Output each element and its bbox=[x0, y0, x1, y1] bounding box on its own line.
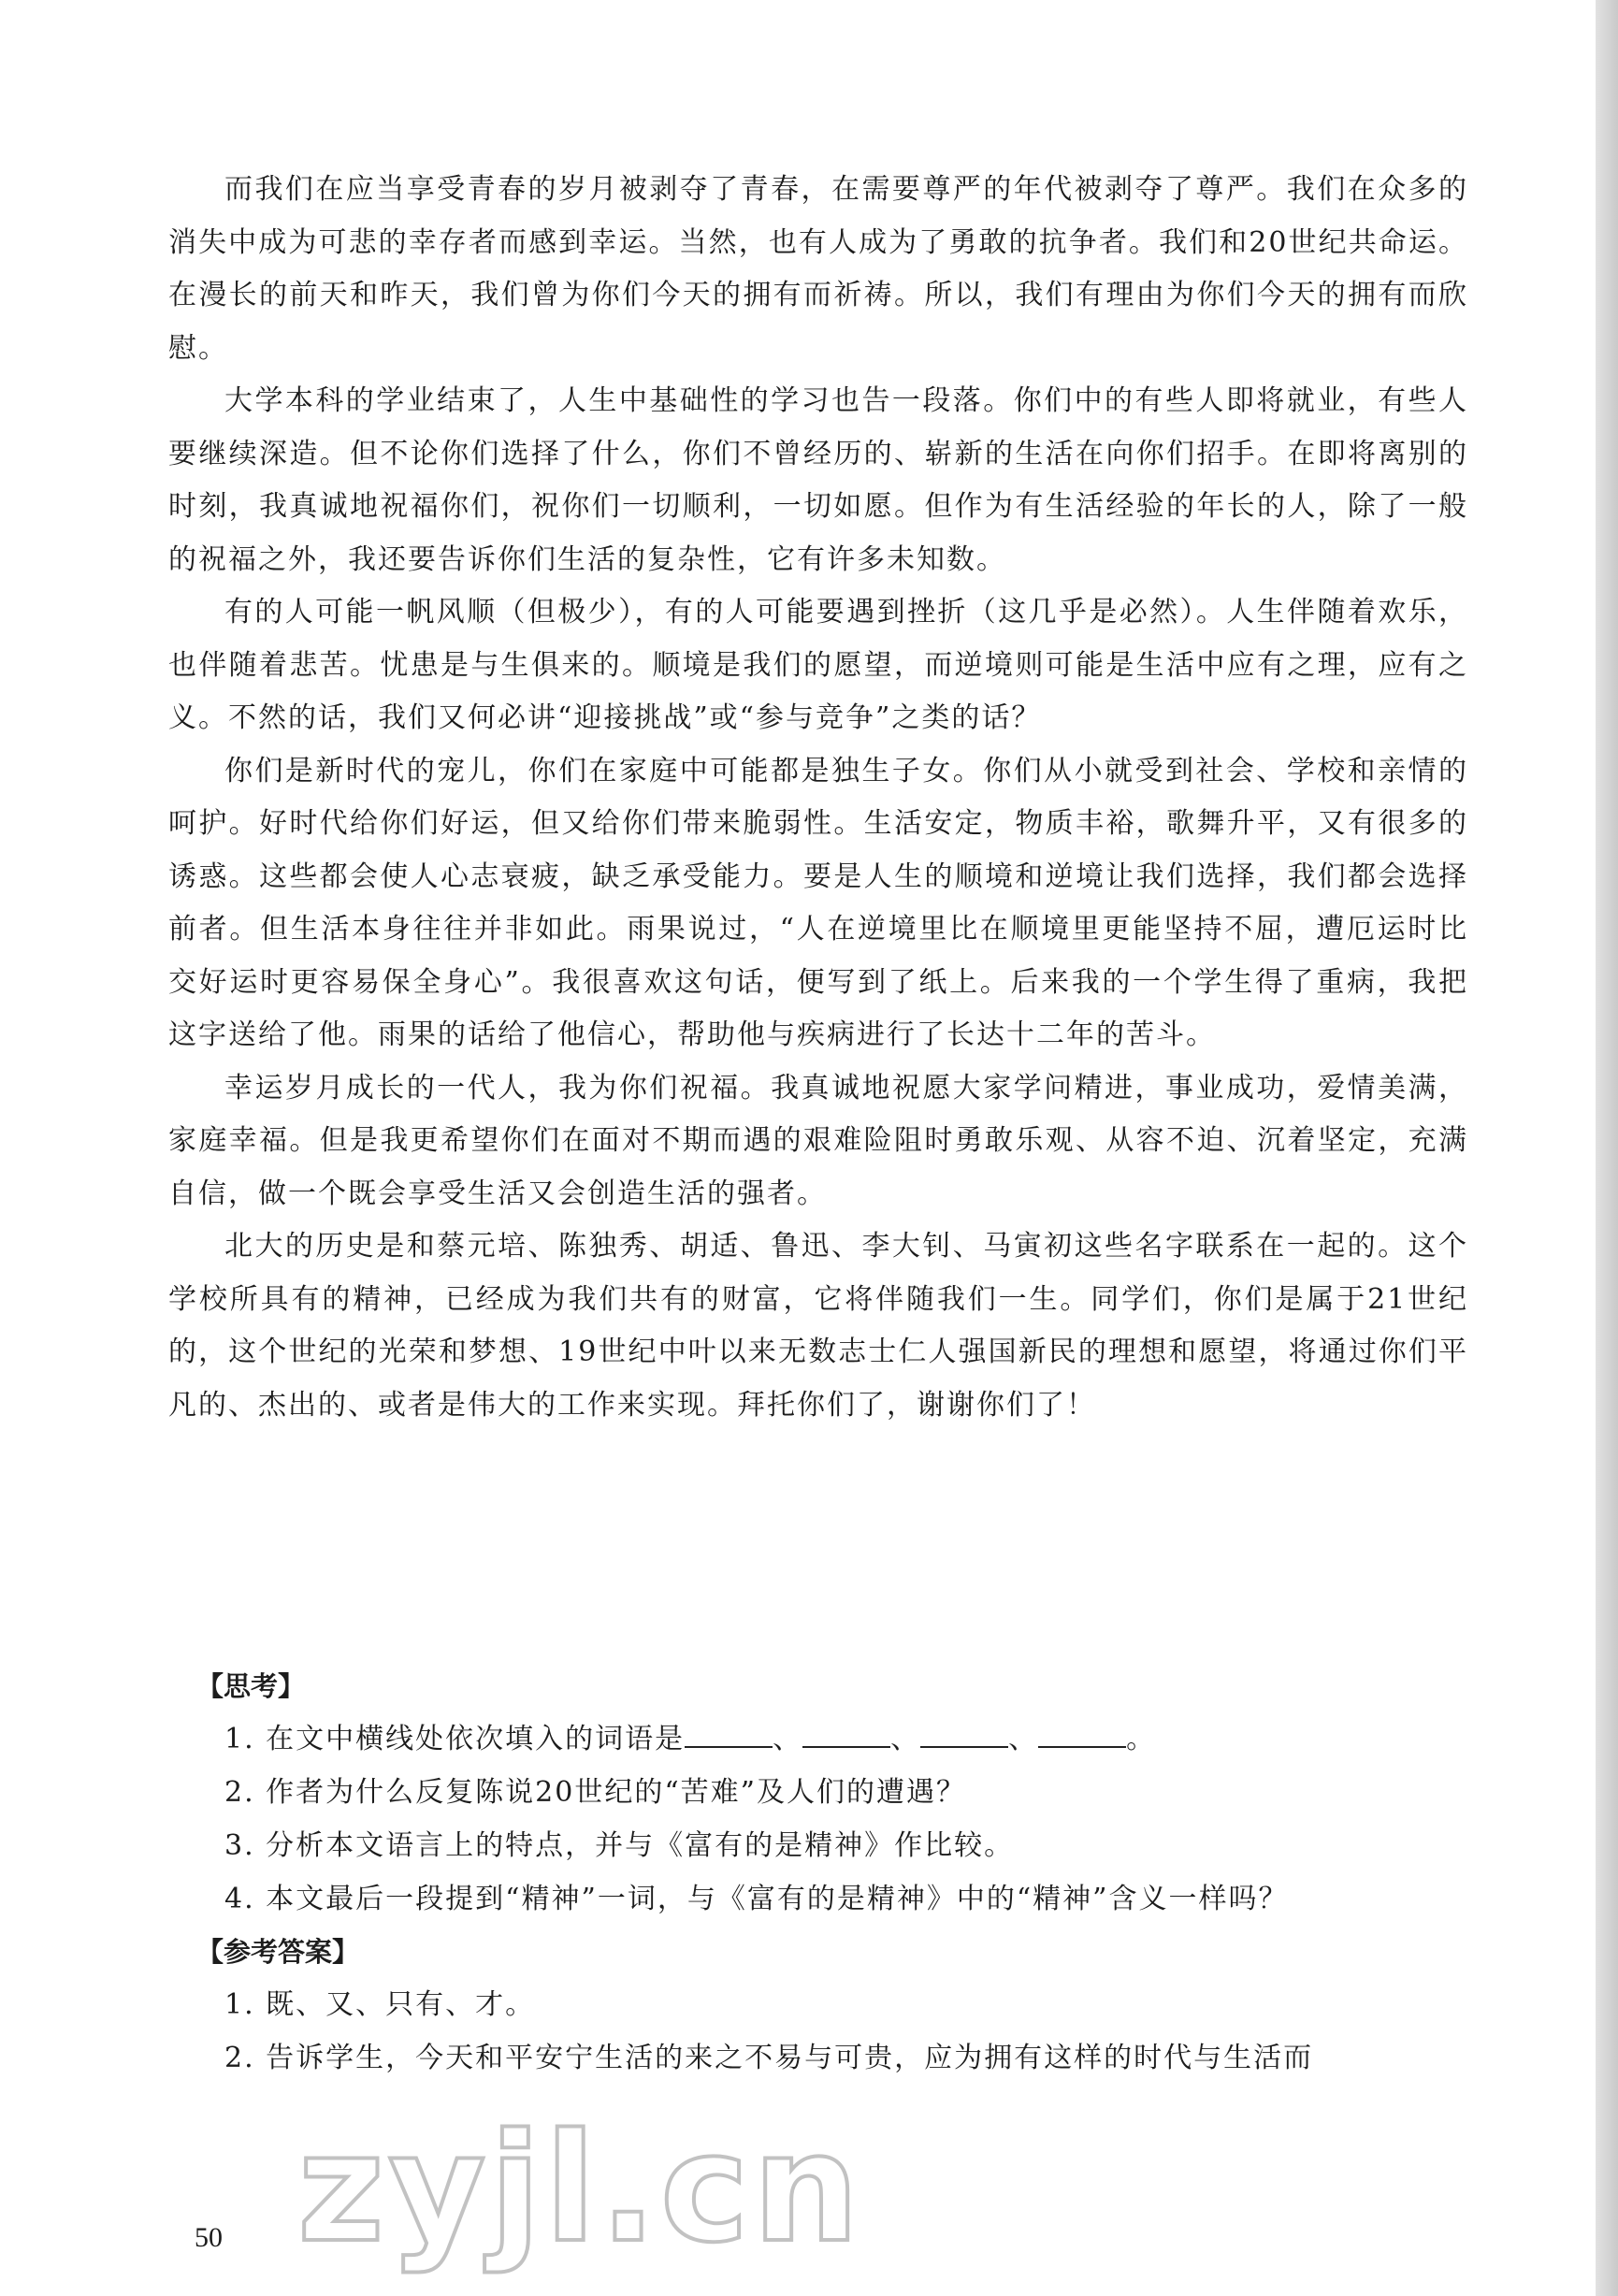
page-number: 50 bbox=[195, 2222, 223, 2253]
think-question-1 bbox=[168, 1712, 1468, 1766]
think-heading: 【思考】 bbox=[196, 1670, 306, 1702]
fill-blank bbox=[920, 1718, 1008, 1748]
fill-blank bbox=[1038, 1718, 1126, 1748]
fill-blank bbox=[802, 1718, 890, 1748]
think-question-3: 3. 分析本文语言上的特点，并与《富有的是精神》作比较。 bbox=[224, 1829, 1015, 1862]
think-question-4: 4. 本文最后一段提到“精神”一词，与《富有的是精神》中的“精神”含义一样吗？ bbox=[224, 1883, 1289, 1915]
paragraph: 幸运岁月成长的一代人，我为你们祝福。我真诚地祝愿大家学问精进，事业成功，爱情美满，家庭幸福。但是我更希望你们在面对不期而遇的艰难险阻时勇敢乐观、从容不迫、沉着坚定，充满自信，做一个既会享受生活又会创造生活的强者。 bbox=[168, 1071, 1468, 1210]
period: 。 bbox=[1126, 1723, 1157, 1755]
question-1-text: 1. 在文中横线处依次填入的词语是 bbox=[224, 1723, 686, 1755]
answer-1: 1. 既、又、只有、才。 bbox=[224, 1988, 536, 2021]
paragraph: 你们是新时代的宠儿，你们在家庭中可能都是独生子女。你们从小就受到社会、学校和亲情的呵护。好时代给你们好运，但又给你们带来脆弱性。生活安定，物质丰裕，歌舞升平，又有很多的诱惑。这些都会使人心志衰疲，缺乏承受能力。要是人生的顺境和逆境让我们选择，我们都会选择前者。但生活本身往往并非如此。雨果说过，“人在逆境里比在顺境里更能坚持不屈，遭厄运时比交好运时更容易保全身心”。我很喜欢这句话，便写到了纸上。后来我的一个学生得了重病，我把这字送给了他。雨果的话给了他信心，帮助他与疾病进行了长达十二年的苦斗。 bbox=[168, 754, 1468, 1051]
paragraph: 而我们在应当享受青春的岁月被剥夺了青春，在需要尊严的年代被剥夺了尊严。我们在众多的消失中成为可悲的幸存者而感到幸运。当然，也有人成为了勇敢的抗争者。我们和20世纪共命运。在漫长的前天和昨天，我们曾为你们今天的拥有而祈祷。所以，我们有理由为你们今天的拥有而欣慰。 bbox=[168, 173, 1468, 365]
watermark-logo: zyjl.cn bbox=[297, 2101, 863, 2275]
paragraph: 北大的历史是和蔡元培、陈独秀、胡适、鲁迅、李大钊、马寅初这些名字联系在一起的。这个学校所具有的精神，已经成为我们共有的财富，它将伴随我们一生。同学们，你们是属于21世纪的，这个世纪的光荣和梦想、19世纪中叶以来无数志士仁人强国新民的理想和愿望，将通过你们平凡的、杰出的、或者是伟大的工作来实现。拜托你们了，谢谢你们了！ bbox=[168, 1230, 1468, 1422]
article-body bbox=[168, 164, 1468, 1432]
separator: 、 bbox=[773, 1723, 803, 1755]
fill-blank bbox=[685, 1718, 773, 1748]
separator: 、 bbox=[890, 1723, 921, 1755]
think-question-2: 2. 作者为什么反复陈说20世纪的“苦难”及人们的遭遇？ bbox=[224, 1776, 967, 1809]
paragraph: 大学本科的学业结束了，人生中基础性的学习也告一段落。你们中的有些人即将就业，有些人要继续深造。但不论你们选择了什么，你们不曾经历的、崭新的生活在向你们招手。在即将离别的时刻，我真诚地祝福你们，祝你们一切顺利，一切如愿。但作为有生活经验的年长的人，除了一般的祝福之外，我还要告诉你们生活的复杂性，它有许多未知数。 bbox=[168, 384, 1468, 576]
answers-heading: 【参考答案】 bbox=[196, 1936, 360, 1968]
separator: 、 bbox=[1008, 1723, 1039, 1755]
paragraph: 有的人可能一帆风顺（但极少），有的人可能要遇到挫折（这几乎是必然）。人生伴随着欢乐，也伴随着悲苦。忧患是与生俱来的。顺境是我们的愿望，而逆境则可能是生活中应有之理，应有之义。不然的话，我们又何必讲“迎接挑战”或“参与竞争”之类的话？ bbox=[168, 596, 1468, 734]
answer-2: 2. 告诉学生，今天和平安宁生活的来之不易与可贵，应为拥有这样的时代与生活而 bbox=[224, 2042, 1314, 2074]
page-edge bbox=[1596, 0, 1618, 2296]
think-section bbox=[168, 1660, 1468, 2085]
